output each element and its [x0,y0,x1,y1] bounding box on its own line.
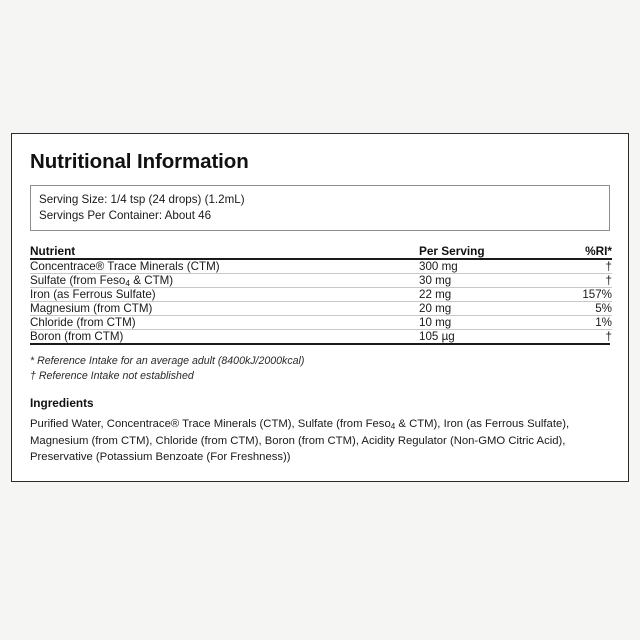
table-header-row [30,244,612,259]
table-row [30,259,612,274]
nutrition-table [30,244,612,343]
cell-ri: 157% [582,288,612,301]
column-header-ri: %RI* [585,244,612,258]
ingredients-text-pre: Purified Water, Concentrace® Trace Minerals (CTM), Sulfate (from Feso [30,418,391,430]
cell-nutrient: Chloride (from CTM) [30,316,136,329]
cell-nutrient-text-pre: Sulfate (from Feso [30,274,126,287]
ingredients-heading: Ingredients [30,396,94,410]
page-title: Nutritional Information [30,150,249,173]
cell-ri: † [605,330,612,343]
servings-per-container-text: Servings Per Container: About 46 [39,208,212,222]
cell-per-serving: 300 mg [419,260,458,273]
cell-ri: 1% [595,316,612,329]
cell-nutrient: Concentrace® Trace Minerals (CTM) [30,260,220,273]
footnote-not-established: † Reference Intake not established [30,369,194,382]
table-row [30,288,612,302]
cell-per-serving: 10 mg [419,316,452,329]
table-row [30,330,612,344]
column-header-per-serving: Per Serving [419,244,485,258]
cell-ri: † [605,274,612,287]
footnotes-section [30,345,610,383]
cell-ri: 5% [595,302,612,315]
ingredients-subscript: 4 [390,421,396,431]
cell-nutrient [30,274,419,288]
nutritional-information-panel [11,133,629,482]
cell-per-serving: 105 µg [419,330,455,343]
table-row [30,302,612,316]
cell-nutrient-subscript: 4 [125,277,131,288]
table-body [30,259,612,343]
cell-nutrient: Iron (as Ferrous Sulfate) [30,288,156,301]
cell-per-serving: 22 mg [419,288,452,301]
footnote-reference-intake: * Reference Intake for an average adult (8400kJ/2000kcal) [30,355,305,367]
ingredients-body [30,416,610,465]
column-header-nutrient: Nutrient [30,244,76,258]
serving-size-text: Serving Size: 1/4 tsp (24 drops) (1.2mL) [39,193,245,206]
cell-nutrient: Magnesium (from CTM) [30,302,153,315]
table-row [30,316,612,330]
cell-nutrient: Boron (from CTM) [30,330,124,343]
table-row [30,274,612,288]
cell-nutrient-text-post: & CTM) [130,274,174,287]
table-header [30,244,612,259]
cell-per-serving: 20 mg [419,302,452,315]
cell-per-serving: 30 mg [419,274,452,287]
serving-size-box [30,185,610,231]
cell-ri: † [605,260,612,273]
ingredients-text-post: & CTM), Iron (as Ferrous Sulfate), Magnesium (from CTM), Chloride (from CTM), Boron (from CTM), Acidity Regulator (Non-GMO Citric Acid), Preservative (Potassium Benzoate (For Freshness)) [30,418,570,463]
